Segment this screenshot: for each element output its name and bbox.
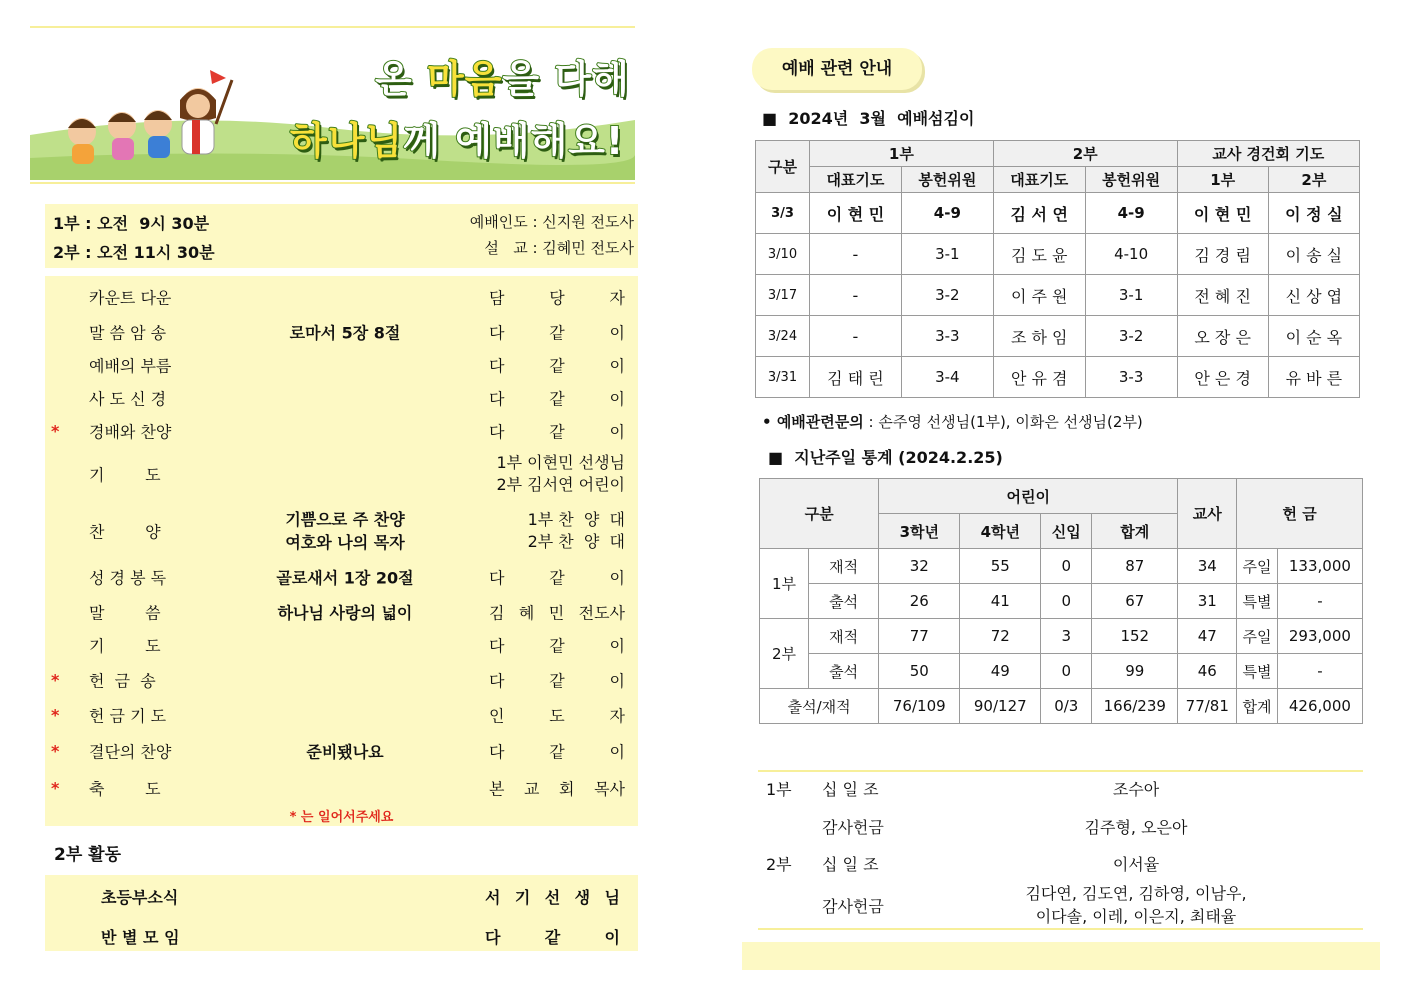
duty-cell-p2: 김 도 윤: [993, 234, 1085, 275]
stats-title: ■ 지난주일 통계 (2024.2.25): [768, 448, 1003, 467]
order-item: 예배의 부름: [89, 356, 172, 376]
order-row: [45, 505, 638, 557]
stats-cell-kind: 출석: [809, 654, 879, 689]
stats-h-sum: 합계: [1092, 514, 1178, 549]
stats-cell-okind: 주일: [1237, 549, 1278, 584]
stats-cell-oamt: -: [1277, 654, 1362, 689]
stand-mark: *: [51, 705, 60, 725]
order-resp: 다 같 이: [489, 742, 625, 762]
duty-cell-t1: 김 경 림: [1177, 234, 1268, 275]
offering-names: 이서율: [1112, 855, 1160, 874]
offering-kind: 십 일 조: [822, 780, 879, 799]
stats-h-g3: 3학년: [879, 514, 960, 549]
order-detail-line: 기쁨으로 주 찬양: [285, 510, 405, 529]
order-item: 헌 금 송: [89, 671, 156, 691]
duty-cell-date: 3/31: [756, 357, 810, 398]
duty-h-teacher: 교사 경건회 기도: [1177, 141, 1359, 167]
stats-row: [760, 584, 1363, 619]
order-detail-line: 여호와 나의 목자: [285, 533, 405, 552]
duty-cell-t2: 유 바 른: [1268, 357, 1359, 398]
offering-kind: 감사헌금: [822, 818, 884, 837]
banner-line1: 온 마음을 다해: [375, 57, 630, 101]
stats-cell-kind: 출석: [809, 584, 879, 619]
stats-h-new: 신입: [1041, 514, 1092, 549]
activity-box: [45, 875, 638, 951]
duty-title: ■ 2024년 3월 예배섬김이: [762, 109, 975, 128]
duty-cell-o2: 3-3: [1085, 357, 1177, 398]
duty-h-offering1: 봉헌위원: [901, 167, 993, 193]
stats-part: 2부: [760, 619, 809, 689]
order-detail: 골로새서 1장 20절: [276, 568, 414, 588]
order-row: [45, 561, 638, 593]
stats-cell-teacher: 47: [1178, 619, 1237, 654]
stats-cell-kind: 재적: [809, 549, 879, 584]
order-detail: 준비됐나요: [306, 742, 384, 762]
duty-h-t1: 1부: [1177, 167, 1268, 193]
duty-cell-o1: 3-1: [901, 234, 993, 275]
offering-part: 2부: [766, 855, 792, 874]
duty-h-offering2: 봉헌위원: [1085, 167, 1177, 193]
duty-cell-date: 3/3: [756, 193, 810, 234]
stats-total-new: 0/3: [1041, 689, 1092, 724]
stats-cell-kind: 재적: [809, 619, 879, 654]
stats-total-label: 출석/재적: [760, 689, 879, 724]
stats-cell-okind: 주일: [1237, 619, 1278, 654]
duty-cell-t2: 이 순 옥: [1268, 316, 1359, 357]
contact-line: • 예배관련문의 : 손주영 선생님(1부), 이화은 선생님(2부): [762, 413, 1143, 431]
order-item: 헌 금 기 도: [89, 706, 167, 726]
footer-bar: [742, 942, 1380, 970]
stats-row: [760, 619, 1363, 654]
duty-row: [756, 357, 1360, 398]
order-row: [45, 735, 638, 767]
order-resp: 다 같 이: [489, 636, 625, 656]
offering-part: 1부: [766, 780, 792, 799]
stats-cell-new: 0: [1041, 549, 1092, 584]
stats-cell-teacher: 31: [1178, 584, 1237, 619]
stats-cell-new: 0: [1041, 584, 1092, 619]
order-row: [45, 415, 638, 447]
order-row: [45, 281, 638, 313]
order-item: 기 도: [89, 636, 161, 656]
order-row: [45, 629, 638, 661]
duty-cell-t2: 신 상 엽: [1268, 275, 1359, 316]
stats-part: 1부: [760, 549, 809, 619]
stats-h-teacher: 교사: [1178, 479, 1237, 549]
order-resp-line: 2부 찬 양 대: [527, 532, 625, 551]
stats-total-g4: 90/127: [960, 689, 1041, 724]
order-resp-line: 2부 김서연 어린이: [496, 475, 625, 494]
stats-total-row: [760, 689, 1363, 724]
stats-cell-g3: 77: [879, 619, 960, 654]
contact-label: 예배관련문의: [776, 413, 864, 431]
duty-h-t2: 2부: [1268, 167, 1359, 193]
stats-total-sum: 166/239: [1092, 689, 1178, 724]
order-item: 카운트 다운: [89, 288, 172, 308]
banner: [30, 40, 635, 180]
order-item: 사 도 신 경: [89, 389, 167, 409]
order-resp: 다 같 이: [489, 671, 625, 691]
order-item: 경배와 찬양: [89, 422, 172, 442]
duty-cell-p1: 김 태 린: [810, 357, 902, 398]
stand-note: * 는 일어서주세요: [289, 810, 394, 825]
stats-h-g4: 4학년: [960, 514, 1041, 549]
duty-h-prayer1: 대표기도: [810, 167, 902, 193]
offering-names-line: 이다솔, 이레, 이은지, 최태율: [1035, 907, 1237, 926]
duty-h-prayer2: 대표기도: [993, 167, 1085, 193]
duty-cell-t1: 안 은 경: [1177, 357, 1268, 398]
stats-total-teacher: 77/81: [1178, 689, 1237, 724]
order-row: [45, 596, 638, 628]
order-item: 기 도: [89, 465, 161, 485]
activity-item-1: 초등부소식: [101, 888, 179, 907]
duty-cell-p2: 조 하 임: [993, 316, 1085, 357]
order-resp: 다 같 이: [489, 568, 625, 588]
duty-cell-date: 3/24: [756, 316, 810, 357]
duty-cell-p2: 이 주 원: [993, 275, 1085, 316]
duty-table: [755, 140, 1360, 398]
order-row: [45, 316, 638, 348]
stats-cell-teacher: 46: [1178, 654, 1237, 689]
order-resp: 다 같 이: [489, 422, 625, 442]
stats-h-children: 어린이: [879, 479, 1178, 514]
part2-label: 2부: [53, 243, 80, 262]
duty-cell-o2: 3-1: [1085, 275, 1177, 316]
duty-cell-o1: 4-9: [901, 193, 993, 234]
stats-row: [760, 654, 1363, 689]
stats-total-oamt: 426,000: [1277, 689, 1362, 724]
duty-cell-o2: 3-2: [1085, 316, 1177, 357]
duty-row: [756, 234, 1360, 275]
stats-cell-oamt: 293,000: [1277, 619, 1362, 654]
duty-row: [756, 316, 1360, 357]
order-resp: [489, 509, 625, 553]
order-resp: [489, 452, 625, 496]
duty-h-part2: 2부: [993, 141, 1177, 167]
duty-cell-p2: 김 서 연: [993, 193, 1085, 234]
order-row: [45, 664, 638, 696]
order-resp: 다 같 이: [489, 389, 625, 409]
order-resp: 본 교 회 목사: [489, 779, 625, 799]
duty-cell-o1: 3-2: [901, 275, 993, 316]
stats-cell-g4: 72: [960, 619, 1041, 654]
order-row: [45, 450, 638, 498]
duty-cell-p1: -: [810, 234, 902, 275]
activity-resp-1: 서 기 선 생 님: [485, 888, 620, 907]
duty-row: [756, 275, 1360, 316]
order-detail: 하나님 사랑의 넓이: [277, 603, 413, 623]
contact-text: : 손주영 선생님(1부), 이화은 선생님(2부): [863, 413, 1143, 431]
offering-names: 김주형, 오은아: [1084, 818, 1188, 837]
stats-cell-sum: 152: [1092, 619, 1178, 654]
stats-cell-g4: 41: [960, 584, 1041, 619]
offering-names-line: 김다연, 김도연, 김하영, 이남우,: [1025, 884, 1247, 903]
stats-h-group: 구분: [760, 479, 879, 549]
order-item: 말 씀: [89, 603, 161, 623]
duty-cell-p2: 안 유 겸: [993, 357, 1085, 398]
stats-cell-g3: 50: [879, 654, 960, 689]
duty-cell-p1: 이 현 민: [810, 193, 902, 234]
offering-names: 조수아: [1112, 780, 1160, 799]
order-item: 결단의 찬양: [89, 742, 172, 762]
stand-mark: *: [51, 670, 60, 690]
stats-table: [759, 478, 1363, 724]
stats-cell-okind: 특별: [1237, 654, 1278, 689]
stats-cell-sum: 87: [1092, 549, 1178, 584]
duty-h-group: 구분: [756, 141, 810, 193]
activity-item-2: 반 별 모 임: [101, 928, 180, 947]
stand-mark: *: [51, 741, 60, 761]
order-resp: 김 혜 민 전도사: [489, 603, 625, 623]
order-item: 찬 양: [89, 522, 161, 542]
order-item: 성 경 봉 독: [89, 568, 167, 588]
stats-cell-teacher: 34: [1178, 549, 1237, 584]
order-item: 축 도: [89, 779, 161, 799]
offering-kind: 십 일 조: [822, 855, 879, 874]
stats-cell-g3: 32: [879, 549, 960, 584]
order-row: [45, 699, 638, 731]
stand-mark: *: [51, 778, 60, 798]
stats-cell-new: 0: [1041, 654, 1092, 689]
stats-cell-oamt: -: [1277, 584, 1362, 619]
activity-resp-2: 다 같 이: [485, 928, 620, 947]
duty-cell-date: 3/10: [756, 234, 810, 275]
offering-kind: 감사헌금: [822, 897, 884, 916]
order-detail: [195, 508, 495, 554]
duty-cell-t2: 이 송 실: [1268, 234, 1359, 275]
duty-row: [756, 193, 1360, 234]
banner-line2: 하나님께 예배해요!: [290, 119, 625, 163]
part1-time: : 오전 9시 30분: [85, 214, 210, 233]
duty-cell-o1: 3-4: [901, 357, 993, 398]
part2-time: : 오전 11시 30분: [85, 243, 215, 262]
stats-row: [760, 549, 1363, 584]
order-resp-line: 1부 찬 양 대: [527, 510, 625, 529]
stats-cell-oamt: 133,000: [1277, 549, 1362, 584]
part1-label: 1부: [53, 214, 80, 233]
duty-cell-o2: 4-9: [1085, 193, 1177, 234]
stats-total-okind: 합계: [1237, 689, 1278, 724]
order-row: [45, 772, 638, 804]
stats-cell-g3: 26: [879, 584, 960, 619]
order-detail: 로마서 5장 8절: [289, 323, 401, 343]
duty-cell-t2: 이 정 실: [1268, 193, 1359, 234]
activity-title: 2부 활동: [54, 845, 122, 865]
duty-cell-p1: -: [810, 275, 902, 316]
stats-cell-new: 3: [1041, 619, 1092, 654]
duty-cell-o1: 3-3: [901, 316, 993, 357]
schedule-box: [45, 204, 638, 268]
duty-cell-p1: -: [810, 316, 902, 357]
order-resp: 다 같 이: [489, 356, 625, 376]
worship-leader: 예배인도 : 신지원 전도사: [469, 213, 634, 231]
duty-cell-date: 3/17: [756, 275, 810, 316]
order-resp-line: 1부 이현민 선생님: [496, 453, 625, 472]
stats-cell-g4: 49: [960, 654, 1041, 689]
stats-cell-sum: 67: [1092, 584, 1178, 619]
stats-h-offering: 헌 금: [1237, 479, 1363, 549]
duty-cell-t1: 오 장 은: [1177, 316, 1268, 357]
order-row: [45, 382, 638, 414]
order-row: [45, 349, 638, 381]
order-resp: 담 당 자: [489, 288, 625, 308]
offering-names: [966, 882, 1306, 928]
tab-title: 예배 관련 안내: [752, 48, 922, 90]
stand-mark: *: [51, 421, 60, 441]
stats-total-g3: 76/109: [879, 689, 960, 724]
duty-h-part1: 1부: [810, 141, 994, 167]
preacher: 설 교 : 김혜민 전도사: [484, 239, 634, 257]
duty-cell-t1: 전 혜 진: [1177, 275, 1268, 316]
order-resp: 다 같 이: [489, 323, 625, 343]
order-item: 말 씀 암 송: [89, 323, 167, 343]
duty-cell-t1: 이 현 민: [1177, 193, 1268, 234]
duty-cell-o2: 4-10: [1085, 234, 1177, 275]
stats-cell-sum: 99: [1092, 654, 1178, 689]
order-resp: 인 도 자: [489, 706, 625, 726]
stats-cell-okind: 특별: [1237, 584, 1278, 619]
stats-cell-g4: 55: [960, 549, 1041, 584]
